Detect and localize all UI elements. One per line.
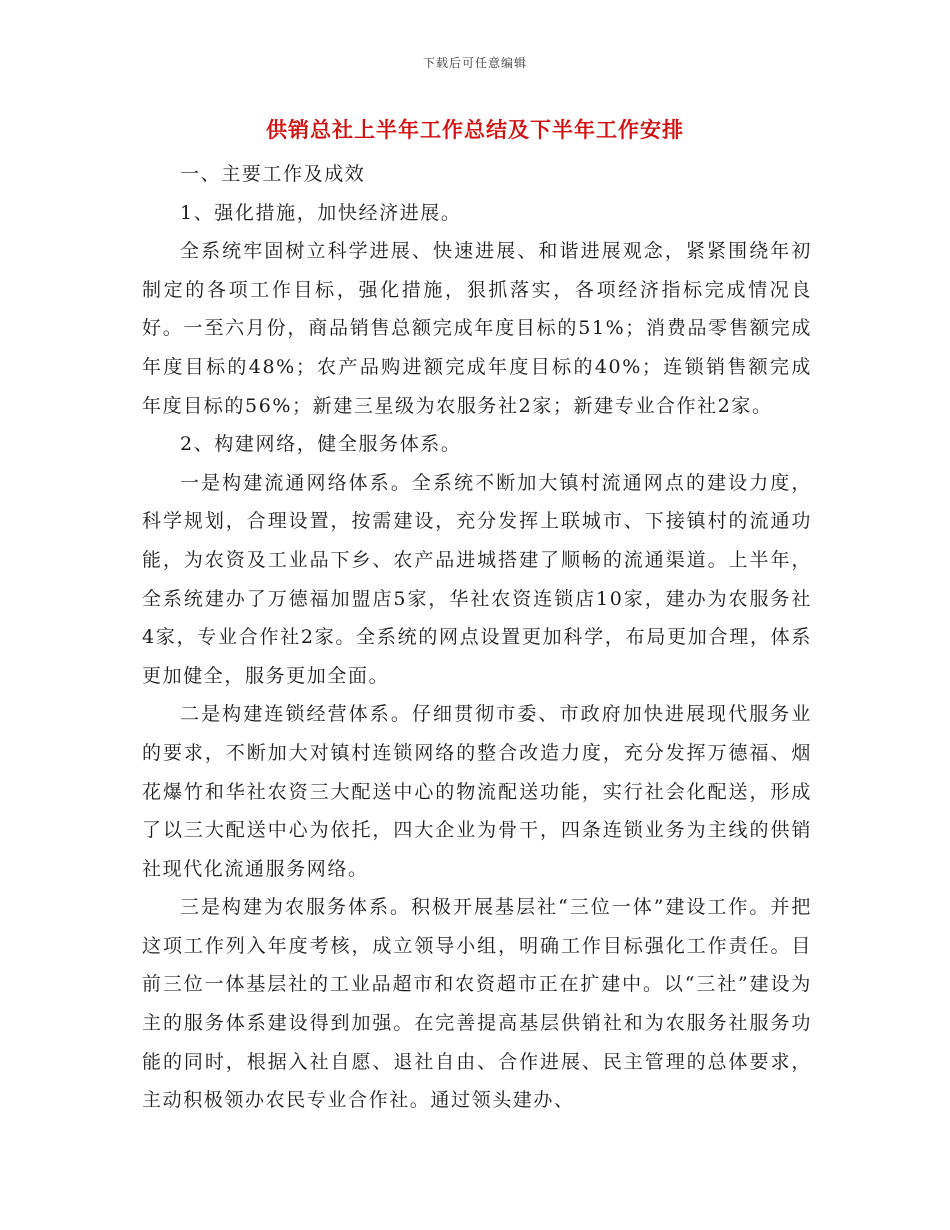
subsection-heading: 2、构建网络，健全服务体系。 [180, 433, 462, 456]
document-body [142, 155, 812, 1120]
subsection-heading: 1、强化措施，加快经济进展。 [180, 201, 462, 224]
header-note: 下载后可任意编辑 [422, 56, 527, 70]
body-paragraph: 全系统牢固树立科学进展、快速进展、和谐进展观念，紧紧围绕年初制定的各项工作目标，强化措施，狠抓落实，各项经济指标完成情况良好。一至六月份，商品销售总额完成年度目标的51%；消费品零售额完成年度目标的48%；农产品购进额完成年度目标的40%；连锁销售额完成年度目标的56%；新建三星级为农服务社2家；新建专业合作社2家。 [142, 240, 812, 417]
body-paragraph: 一是构建流通网络体系。全系统不断加大镇村流通网点的建设力度，科学规划，合理设置，按需建设，充分发挥上联城市、下接镇村的流通功能，为农资及工业品下乡、农产品进城搭建了顺畅的流通渠道。上半年，全系统建办了万德福加盟店5家，华社农资连锁店10家，建办为农服务社4家，专业合作社2家。全系统的网点设置更加科学，布局更加合理，体系更加健全，服务更加全面。 [142, 471, 812, 687]
document-title: 供销总社上半年工作总结及下半年工作安排 [266, 117, 684, 142]
body-paragraph: 三是构建为农服务体系。积极开展基层社“三位一体”建设工作。并把这项工作列入年度考核，成立领导小组，明确工作目标强化工作责任。目前三位一体基层社的工业品超市和农资超市正在扩建中。以“三社”建设为主的服务体系建设得到加强。在完善提高基层供销社和为农服务社服务功能的同时，根据入社自愿、退社自由、合作进展、民主管理的总体要求，主动积极领办农民专业合作社。通过领头建办、 [142, 896, 812, 1112]
body-paragraph: 二是构建连锁经营体系。仔细贯彻市委、市政府加快进展现代服务业的要求，不断加大对镇村连锁网络的整合改造力度，充分发挥万德福、烟花爆竹和华社农资三大配送中心的物流配送功能，实行社会化配送，形成了以三大配送中心为依托，四大企业为骨干，四条连锁业务为主线的供销社现代化流通服务网络。 [142, 703, 812, 880]
section-heading: 一、主要工作及成效 [180, 163, 366, 185]
